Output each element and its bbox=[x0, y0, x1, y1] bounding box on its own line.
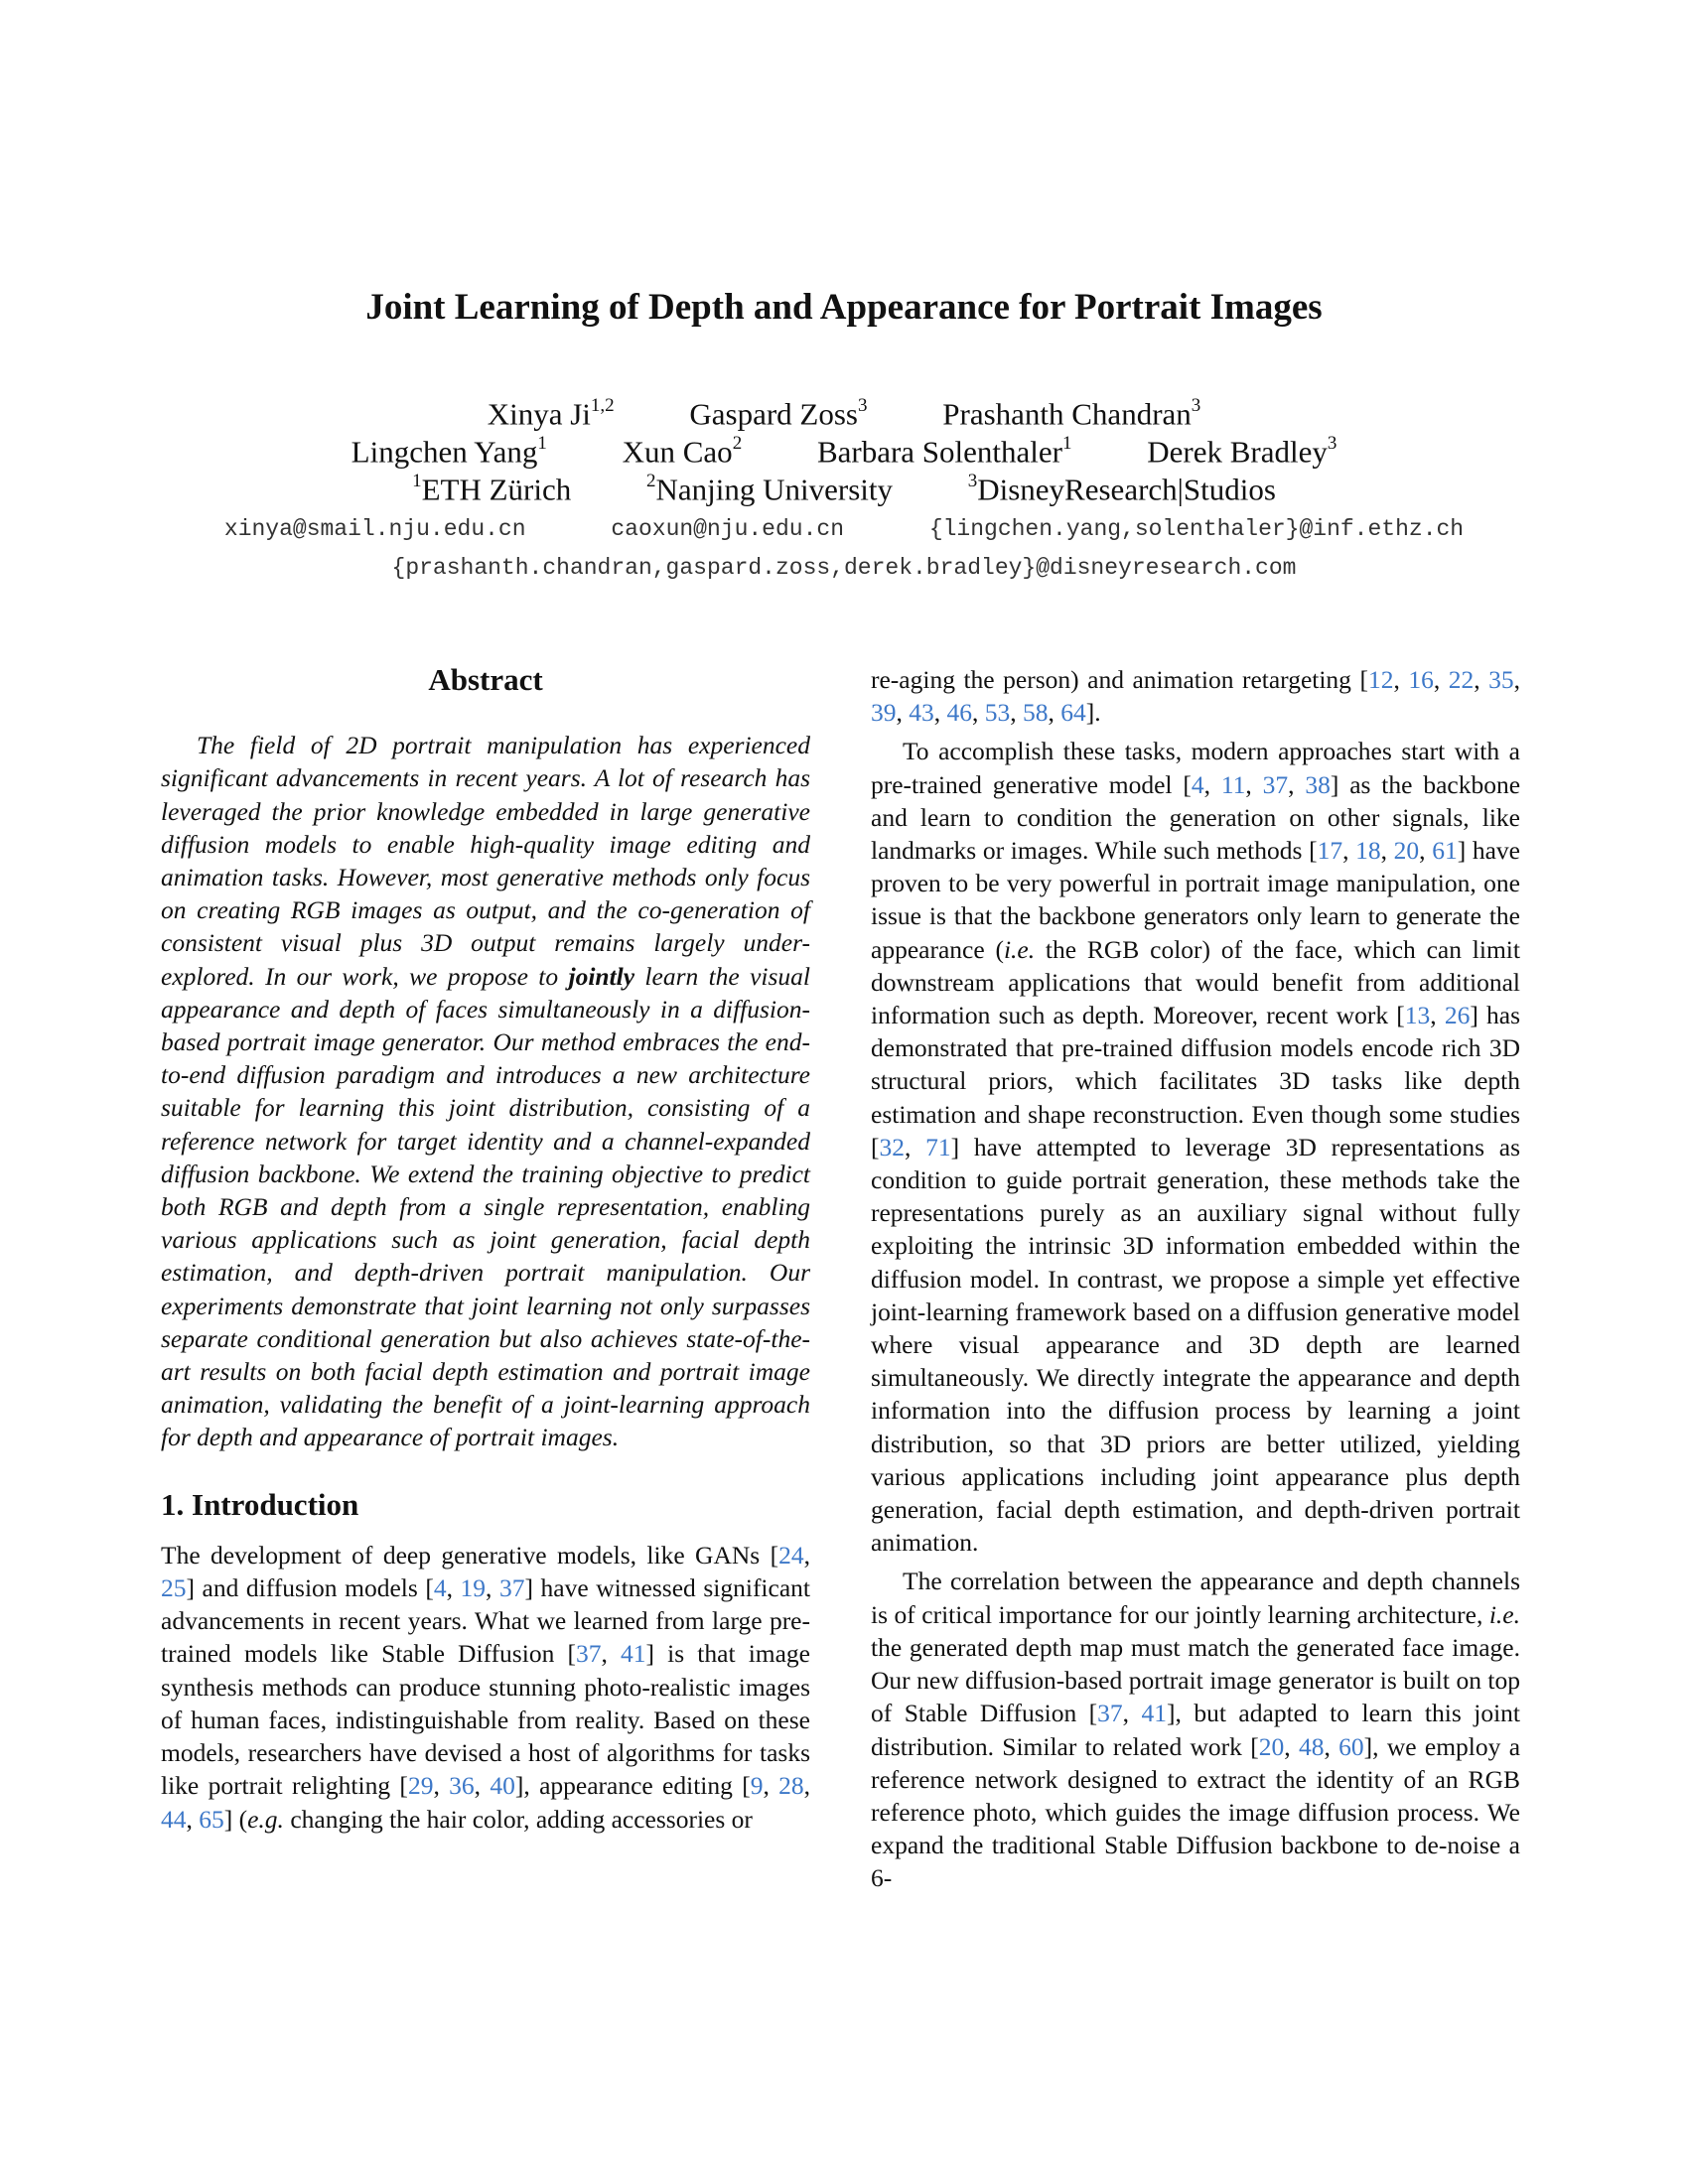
email: caoxun@nju.edu.cn bbox=[611, 516, 844, 542]
paragraph-text: ], appearance editing [ bbox=[514, 1771, 751, 1801]
citation-link[interactable]: 38 bbox=[1305, 769, 1331, 799]
abstract-part: The field of 2D portrait manipulation has experienced significant advancements in recent years. A lot of research has leveraged the prior knowledge embedded in large generative diffusion models to enable high-quality image editing and animation tasks. However, most generative methods only focus on creating RGB images as output, and the co-generation of consistent visual plus 3D output remains largely under-explored. In our work, we propose to bbox=[161, 731, 810, 991]
citation-link[interactable]: 29 bbox=[407, 1771, 434, 1801]
intro-paragraph-2 bbox=[871, 735, 1520, 1559]
intro-paragraph-3 bbox=[871, 1565, 1520, 1894]
paragraph-text: , bbox=[1342, 836, 1356, 866]
email: xinya@smail.nju.edu.cn bbox=[223, 516, 526, 542]
email-row-2 bbox=[0, 555, 1688, 581]
paragraph-text: ] is that image synthesis methods can produce stunning photo-realistic images of human faces, indistinguishable from reality. Based on these models, researchers have devised a host of algorithms for tasks like portrait relighting [ bbox=[161, 1639, 810, 1801]
right-column bbox=[871, 663, 1520, 1895]
citation-link[interactable]: 4 bbox=[433, 1573, 447, 1603]
citation-link[interactable]: 9 bbox=[750, 1771, 764, 1801]
citation-link[interactable]: 37 bbox=[1262, 769, 1289, 799]
citation-link[interactable]: 46 bbox=[946, 698, 972, 728]
citation-link[interactable]: 44 bbox=[161, 1804, 187, 1834]
author-sup: 3 bbox=[1327, 433, 1337, 454]
paragraph-text: the RGB color) of the face, which can limit downstream applications that would benefit from additional information such as depth. Moreover, recent work [ bbox=[871, 934, 1520, 1030]
paragraph-text: ] have proven to be very powerful in portrait image manipulation, one issue is that the backbone generators only learn to generate the appearance ( bbox=[871, 836, 1520, 964]
paragraph-text: , bbox=[972, 698, 985, 728]
author-name: Gaspard Zoss bbox=[689, 396, 858, 432]
paragraph-text: , bbox=[1380, 836, 1394, 866]
paragraph-text: , bbox=[1324, 1731, 1339, 1761]
citation-link[interactable]: 37 bbox=[1097, 1699, 1123, 1728]
paragraph-text: ] as the backbone and learn to condition the generation on other signals, like landmarks or images. While such methods [ bbox=[871, 769, 1521, 866]
affiliation-sup: 3 bbox=[967, 471, 978, 491]
citation-link[interactable]: 37 bbox=[575, 1639, 602, 1669]
author-sup: 1 bbox=[1061, 433, 1072, 454]
paragraph-text: ] and diffusion models [ bbox=[186, 1573, 434, 1603]
citation-link[interactable]: 65 bbox=[199, 1804, 224, 1834]
citation-link[interactable]: 43 bbox=[909, 698, 934, 728]
email-row-1 bbox=[0, 516, 1688, 542]
citation-link[interactable]: 58 bbox=[1023, 698, 1049, 728]
citation-link[interactable]: 64 bbox=[1060, 698, 1086, 728]
author-sup: 2 bbox=[732, 433, 743, 454]
paragraph-text: ], but adapted to learn this joint distribution. Similar to related work [ bbox=[871, 1699, 1520, 1761]
citation-link[interactable]: 12 bbox=[1367, 665, 1394, 694]
citation-link[interactable]: 41 bbox=[1141, 1699, 1168, 1728]
citation-link[interactable]: 61 bbox=[1432, 836, 1458, 866]
citation-link[interactable]: 19 bbox=[460, 1573, 487, 1603]
paragraph-text: , bbox=[1122, 1699, 1142, 1728]
author-name: Barbara Solenthaler bbox=[816, 434, 1062, 470]
affiliation-name: ETH Zürich bbox=[421, 472, 572, 507]
email: {lingchen.yang,solenthaler}@inf.ethz.ch bbox=[928, 516, 1465, 542]
paragraph-text: , bbox=[1284, 1731, 1299, 1761]
section-heading-introduction: 1. Introduction bbox=[161, 1486, 359, 1522]
paragraph-text: , bbox=[933, 698, 947, 728]
paragraph-text: , bbox=[1048, 698, 1061, 728]
author-name: Xinya Ji bbox=[487, 396, 591, 432]
paragraph-text: , bbox=[1245, 769, 1263, 799]
left-column bbox=[161, 663, 810, 1836]
citation-link[interactable]: 16 bbox=[1408, 665, 1434, 694]
author-name: Lingchen Yang bbox=[351, 434, 538, 470]
citation-link[interactable]: 37 bbox=[498, 1573, 525, 1603]
abstract-part: learn the visual appearance and depth of faces simultaneously in a diffusion-based portrait image generator. Our method embraces the end-to-end diffusion paradigm and introduces a new architecture suitable for learning this joint distribution, consisting of a reference network for target identity and a channel-expanded diffusion backbone. We extend the training objective to predict both RGB and depth from a single representation, enabling various applications such as joint generation, facial depth estimation, and depth-driven portrait manipulation. Our experiments demonstrate that joint learning not only surpasses separate conditional generation but also achieves state-of-the-art results on both facial depth estimation and portrait image animation, validating the benefit of a joint-learning approach for depth and appearance of portrait images. bbox=[161, 961, 811, 1452]
citation-link[interactable]: 26 bbox=[1444, 1001, 1471, 1030]
paragraph-text: , bbox=[905, 1132, 926, 1161]
citation-link[interactable]: 13 bbox=[1404, 1001, 1431, 1030]
citation-link[interactable]: 22 bbox=[1448, 665, 1475, 694]
affiliation-sup: 2 bbox=[645, 471, 656, 491]
citation-link[interactable]: 36 bbox=[449, 1771, 475, 1801]
paragraph-text: , bbox=[1513, 665, 1520, 694]
paragraph-text: , bbox=[186, 1804, 200, 1834]
paragraph-text: , bbox=[803, 1540, 810, 1570]
italic-abbrev: e.g. bbox=[247, 1804, 284, 1834]
paragraph-text: , bbox=[446, 1573, 461, 1603]
citation-link[interactable]: 39 bbox=[871, 698, 897, 728]
citation-link[interactable]: 35 bbox=[1488, 665, 1514, 694]
paragraph-text: , bbox=[486, 1573, 499, 1603]
abstract-bold: jointly bbox=[568, 961, 635, 991]
citation-link[interactable]: 11 bbox=[1220, 769, 1246, 799]
citation-link[interactable]: 32 bbox=[879, 1132, 905, 1161]
paragraph-text: , bbox=[1393, 665, 1409, 694]
citation-link[interactable]: 40 bbox=[490, 1771, 515, 1801]
paragraph-text: , bbox=[601, 1639, 621, 1669]
paragraph-text: , bbox=[1288, 769, 1306, 799]
affiliation-sup: 1 bbox=[412, 471, 422, 491]
intro-paragraph-1 bbox=[161, 1539, 810, 1836]
paragraph-text: changing the hair color, adding accessories or bbox=[283, 1804, 753, 1834]
affiliation-name: Nanjing University bbox=[655, 472, 893, 507]
paragraph-text: , bbox=[1203, 769, 1221, 799]
paragraph-text: , bbox=[433, 1771, 450, 1801]
citation-link[interactable]: 41 bbox=[621, 1639, 646, 1669]
author-name: Xun Cao bbox=[622, 434, 733, 470]
paragraph-text: The correlation between the appearance and depth channels is of critical importance for our jointly learning architecture, bbox=[871, 1567, 1520, 1629]
citation-link[interactable]: 71 bbox=[925, 1132, 951, 1161]
paragraph-text: the generated depth map must match the generated face image. Our new diffusion-based portrait image generator is built on top of Stable Diffusion [ bbox=[871, 1632, 1520, 1728]
paragraph-text: , bbox=[1474, 665, 1489, 694]
abstract-text bbox=[161, 729, 810, 1453]
abstract-heading: Abstract bbox=[428, 662, 543, 697]
paragraph-text: The development of deep generative models, like GANs [ bbox=[161, 1540, 779, 1570]
citation-link[interactable]: 17 bbox=[1317, 836, 1343, 866]
author-sup: 3 bbox=[1191, 395, 1201, 416]
affiliation-name: DisneyResearch|Studios bbox=[977, 472, 1276, 507]
paragraph-text: ], we employ a reference network designed to extract the identity of an RGB reference photo, which guides the image diffusion process. We expand the traditional Stable Diffusion backbone to de-noise a 6- bbox=[871, 1731, 1521, 1893]
author-sup: 1 bbox=[537, 433, 547, 454]
author-name: Derek Bradley bbox=[1147, 434, 1328, 470]
italic-abbrev: i.e. bbox=[1488, 1599, 1520, 1629]
citation-link[interactable]: 25 bbox=[161, 1573, 187, 1603]
paragraph-text: To accomplish these tasks, modern approaches start with a pre-trained generative model [ bbox=[871, 737, 1520, 799]
paragraph-text: , bbox=[474, 1771, 491, 1801]
author-name: Prashanth Chandran bbox=[942, 396, 1192, 432]
citation-link[interactable]: 18 bbox=[1355, 836, 1381, 866]
affiliation-row bbox=[0, 465, 1688, 508]
paragraph-text: , bbox=[1419, 836, 1433, 866]
italic-abbrev: i.e. bbox=[1003, 934, 1036, 964]
paragraph-text: , bbox=[1433, 665, 1449, 694]
email: {prashanth.chandran,gaspard.zoss,derek.bradley}@disneyresearch.com bbox=[391, 555, 1297, 581]
paragraph-text: , bbox=[763, 1771, 779, 1801]
paragraph-text: , bbox=[896, 698, 910, 728]
citation-link[interactable]: 20 bbox=[1393, 836, 1420, 866]
paragraph-text: ] have attempted to leverage 3D representations as condition to guide portrait generation, these methods take the representations purely as an auxiliary signal without fully exploiting the intrinsic 3D information embedded within the diffusion model. In contrast, we propose a simple yet effective joint-learning framework based on a diffusion generative model where visual appearance and 3D depth are learned simultaneously. We directly integrate the appearance and depth information into the diffusion process by learning a joint distribution, so that 3D priors are better utilized, yielding various applications including joint appearance plus depth generation, facial depth estimation, and depth-driven portrait animation. bbox=[871, 1132, 1520, 1558]
citation-link[interactable]: 24 bbox=[778, 1540, 804, 1570]
paragraph-text: ] ( bbox=[223, 1804, 248, 1834]
paragraph-text: ] have witnessed significant advancements in recent years. What we learned from large pre-trained models like Stable Diffusion [ bbox=[161, 1573, 810, 1669]
citation-link[interactable]: 60 bbox=[1338, 1731, 1364, 1761]
paragraph-text: ]. bbox=[1085, 698, 1101, 728]
citation-link[interactable]: 53 bbox=[984, 698, 1011, 728]
paragraph-text: , bbox=[1430, 1001, 1445, 1030]
citation-link[interactable]: 4 bbox=[1191, 769, 1204, 799]
paragraph-text: , bbox=[1010, 698, 1023, 728]
paragraph-text: , bbox=[803, 1771, 811, 1801]
intro-paragraph-1-continued bbox=[871, 663, 1520, 729]
citation-link[interactable]: 28 bbox=[778, 1771, 804, 1801]
paragraph-text: re-aging the person) and animation retargeting [ bbox=[871, 665, 1368, 694]
author-sup: 3 bbox=[858, 395, 868, 416]
citation-link[interactable]: 48 bbox=[1298, 1731, 1325, 1761]
author-sup: 1,2 bbox=[590, 395, 615, 416]
citation-link[interactable]: 20 bbox=[1258, 1731, 1285, 1761]
paragraph-text: ] has demonstrated that pre-trained diffusion models encode rich 3D structural priors, which facilitates 3D tasks like depth estimation and shape reconstruction. Even though some studies [ bbox=[871, 1001, 1521, 1161]
paper-title: Joint Learning of Depth and Appearance for Portrait Images bbox=[365, 287, 1323, 328]
